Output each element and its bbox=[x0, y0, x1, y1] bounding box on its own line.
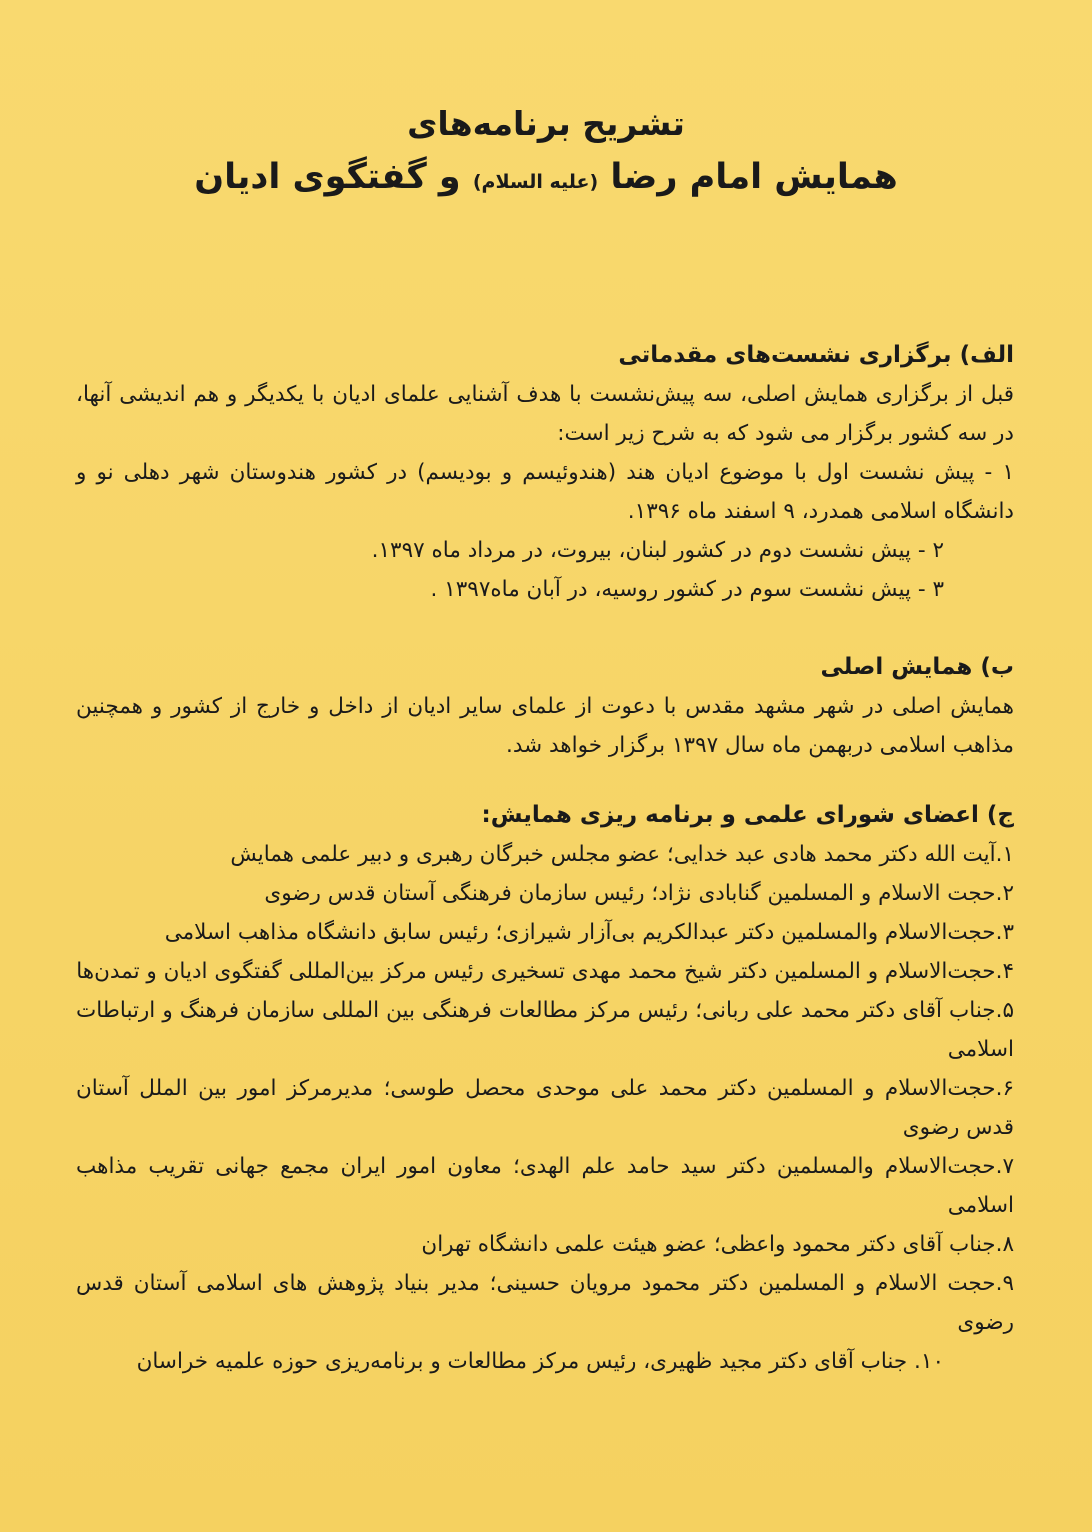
title-line-1: تشریح برنامه‌های bbox=[407, 104, 685, 143]
member-list bbox=[76, 835, 1014, 1381]
member-item-9: ۹.حجت الاسلام و المسلمین دکتر محمود مرویان حسینی؛ مدیر بنیاد پژوهش های اسلامی آستان قدس رضوی bbox=[76, 1271, 1014, 1335]
document-body bbox=[76, 335, 1014, 1381]
section-b-heading: ب) همایش اصلی bbox=[820, 654, 1014, 680]
member-item-10: ۱۰. جناب آقای دکتر مجید ظهیری، رئیس مرکز مطالعات و برنامه‌ریزی حوزه علمیه خراسان bbox=[136, 1349, 944, 1374]
section-a-item-2: ۲ - پیش نشست دوم در کشور لبنان، بیروت، در مرداد ماه ۱۳۹۷. bbox=[371, 538, 944, 563]
section-c-heading: ج) اعضای شورای علمی و برنامه ریزی همایش: bbox=[481, 802, 1014, 828]
section-a-item-1: ۱ - پیش نشست اول با موضوع ادیان هند (هندوئیسم و بودیسم) در کشور هندوستان شهر دهلی نو و دانشگاه اسلامی همدرد، ۹ اسفند ماه ۱۳۹۶. bbox=[76, 460, 1014, 524]
section-a-item-3: ۳ - پیش نشست سوم در کشور روسیه، در آبان ماه۱۳۹۷ . bbox=[430, 577, 944, 602]
section-b-text: همایش اصلی در شهر مشهد مقدس با دعوت از علمای سایر ادیان از داخل و خارج از کشور و همچنین مذاهب اسلامی دربهمن ماه سال ۱۳۹۷ برگزار خواهد شد. bbox=[76, 694, 1014, 758]
member-item-1: ۱.آیت الله دکتر محمد هادی عبد خدایی؛ عضو مجلس خبرگان رهبری و دبیر علمی همایش bbox=[230, 842, 1014, 867]
title-line-2-part-a: همایش امام رضا bbox=[610, 157, 898, 197]
section-b bbox=[76, 647, 1014, 765]
member-item-7: ۷.حجت‌الاسلام والمسلمین دکتر سید حامد علم الهدی؛ معاون امور ایران مجمع جهانی تقریب مذاهب اسلامی bbox=[76, 1154, 1014, 1218]
member-item-3: ۳.حجت‌الاسلام والمسلمین دکتر عبدالکریم بی‌آزار شیرازی؛ رئیس سابق دانشگاه مذاهب اسلامی bbox=[164, 920, 1014, 945]
document-title bbox=[0, 100, 1092, 211]
section-c bbox=[76, 795, 1014, 1381]
member-item-2: ۲.حجت الاسلام و المسلمین گنابادی نژاد؛ رئیس سازمان فرهنگی آستان قدس رضوی bbox=[264, 881, 1014, 906]
title-honorific: (علیه السلام) bbox=[472, 171, 599, 193]
section-a bbox=[76, 335, 1014, 609]
section-a-intro: قبل از برگزاری همایش اصلی، سه پیش‌نشست با هدف آشنایی علمای ادیان با یکدیگر و هم اندیشی آنها، در سه کشور برگزار می شود که به شرح زیر است: bbox=[76, 382, 1014, 446]
title-line-2 bbox=[0, 148, 1092, 211]
title-line-2-part-b: و گفتگوی ادیان bbox=[194, 157, 461, 197]
member-item-4: ۴.حجت‌الاسلام و المسلمین دکتر شیخ محمد مهدی تسخیری رئیس مرکز بین‌المللی گفتگوی ادیان و تمدن‌ها bbox=[76, 959, 1014, 984]
member-item-5: ۵.جناب آقای دکتر محمد علی ربانی؛ رئیس مرکز مطالعات فرهنگی بین المللی سازمان فرهنگ و ارتباطات اسلامی bbox=[76, 998, 1014, 1062]
member-item-6: ۶.حجت‌الاسلام و المسلمین دکتر محمد علی موحدی محصل طوسی؛ مدیرمرکز امور بین الملل آستان قدس رضوی bbox=[76, 1076, 1014, 1140]
member-item-8: ۸.جناب آقای دکتر محمود واعظی؛ عضو هیئت علمی دانشگاه تهران bbox=[421, 1232, 1014, 1257]
section-a-heading: الف) برگزاری نشست‌های مقدماتی bbox=[618, 342, 1014, 368]
